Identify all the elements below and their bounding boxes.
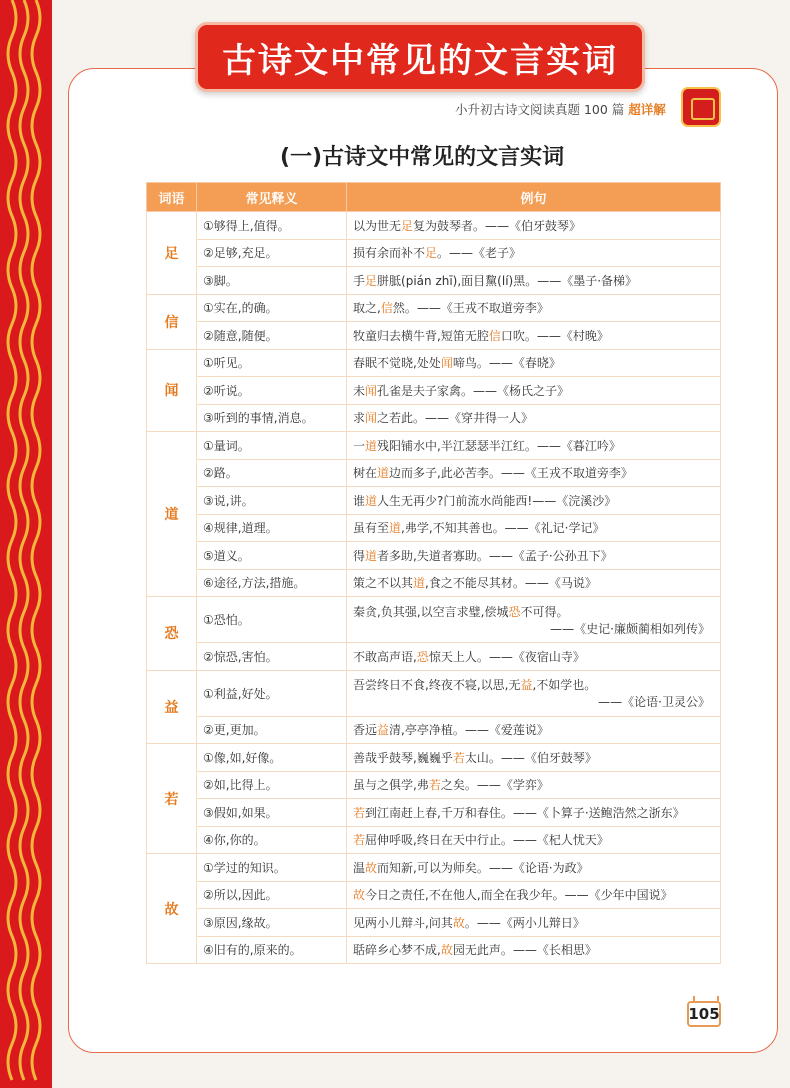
highlighted-word: 若 bbox=[353, 805, 366, 820]
highlighted-word: 闻 bbox=[440, 356, 453, 371]
example-text: 口吹。——《村晚》 bbox=[500, 328, 609, 343]
example-sentence bbox=[353, 914, 714, 931]
highlighted-word: 闻 bbox=[365, 411, 378, 426]
table-row bbox=[147, 799, 721, 827]
example-sentence bbox=[353, 648, 714, 665]
highlighted-word: 足 bbox=[365, 273, 378, 288]
example-sentence bbox=[353, 299, 714, 316]
meaning-cell: ①听见。 bbox=[197, 349, 347, 377]
highlighted-word: 信 bbox=[380, 301, 393, 316]
table-header-row bbox=[147, 183, 721, 212]
example-text: 胼胝(pián zhī),面目黧(lí)黑。——《墨子·备梯》 bbox=[377, 273, 638, 288]
header-example: 例句 bbox=[347, 183, 721, 212]
page-title: 古诗文中常见的文言实词 bbox=[222, 40, 618, 81]
example-cell bbox=[347, 716, 721, 744]
example-text: 谁 bbox=[353, 493, 366, 508]
table-row bbox=[147, 459, 721, 487]
table-row bbox=[147, 744, 721, 772]
running-header bbox=[455, 100, 666, 118]
example-text: 善哉乎鼓琴,巍巍乎 bbox=[353, 750, 453, 765]
highlighted-word: 恐 bbox=[416, 649, 429, 664]
example-cell bbox=[347, 569, 721, 597]
highlighted-word: 若 bbox=[452, 750, 465, 765]
example-cell bbox=[347, 322, 721, 350]
example-cell bbox=[347, 909, 721, 937]
example-sentence bbox=[353, 382, 714, 399]
example-sentence bbox=[353, 941, 714, 958]
highlighted-word: 道 bbox=[413, 576, 426, 591]
meaning-cell: ①恐怕。 bbox=[197, 597, 347, 643]
example-cell bbox=[347, 487, 721, 515]
example-text: 不可得。 bbox=[520, 604, 569, 619]
meaning-cell: ⑤道义。 bbox=[197, 542, 347, 570]
example-text: 吾尝终日不食,终夜不寝,以思,无 bbox=[353, 678, 521, 692]
table-row bbox=[147, 239, 721, 267]
meaning-cell: ②更,更加。 bbox=[197, 716, 347, 744]
example-text: 损有余而补不 bbox=[353, 246, 426, 261]
example-sentence bbox=[353, 676, 714, 693]
example-sentence bbox=[353, 354, 714, 371]
example-text: 惊天上人。——《夜宿山寺》 bbox=[428, 649, 585, 664]
example-text: 策之不以其 bbox=[353, 576, 414, 591]
example-cell bbox=[347, 267, 721, 295]
example-text: 。——《两小儿辩日》 bbox=[464, 915, 585, 930]
meaning-cell: ④规律,道理。 bbox=[197, 514, 347, 542]
example-text: 牧童归去横牛背,短笛无腔 bbox=[353, 328, 489, 343]
example-text: 清,亭亭净植。——《爱莲说》 bbox=[389, 723, 549, 738]
example-text: 一 bbox=[353, 438, 366, 453]
table-row bbox=[147, 349, 721, 377]
highlighted-word: 道 bbox=[377, 466, 390, 481]
highlighted-word: 若 bbox=[353, 833, 366, 848]
example-cell bbox=[347, 936, 721, 964]
table-row bbox=[147, 487, 721, 515]
example-sentence bbox=[353, 547, 714, 564]
example-cell bbox=[347, 799, 721, 827]
table-row bbox=[147, 881, 721, 909]
example-text: 而知新,可以为师矣。——《论语·为政》 bbox=[377, 860, 589, 875]
page-number: 105 bbox=[687, 1001, 721, 1027]
example-sentence bbox=[353, 437, 714, 454]
example-cell bbox=[347, 294, 721, 322]
example-text: 手 bbox=[353, 273, 366, 288]
highlighted-word: 道 bbox=[389, 521, 402, 536]
meaning-cell: ②路。 bbox=[197, 459, 347, 487]
example-sentence bbox=[353, 721, 714, 738]
example-source: ——《论语·卫灵公》 bbox=[598, 695, 710, 709]
example-sentence bbox=[353, 603, 714, 620]
example-text: 虽有至 bbox=[353, 521, 390, 536]
example-sentence bbox=[353, 886, 714, 903]
meaning-cell: ②所以,因此。 bbox=[197, 881, 347, 909]
example-cell bbox=[347, 514, 721, 542]
example-text: 啼鸟。——《春晓》 bbox=[452, 356, 561, 371]
meaning-cell: ③原因,缘故。 bbox=[197, 909, 347, 937]
example-text: 屈伸呼吸,终日在天中行止。——《杞人忧天》 bbox=[365, 833, 609, 848]
example-text: 太山。——《伯牙鼓琴》 bbox=[464, 750, 597, 765]
example-cell bbox=[347, 404, 721, 432]
example-text: 边而多子,此必苦李。——《王戎不取道旁李》 bbox=[389, 466, 633, 481]
example-cell bbox=[347, 771, 721, 799]
table-row bbox=[147, 936, 721, 964]
highlighted-word: 足 bbox=[425, 246, 438, 261]
example-sentence bbox=[353, 574, 714, 591]
table-row bbox=[147, 432, 721, 460]
example-text: 聒碎乡心梦不成, bbox=[353, 943, 441, 958]
header-meaning: 常见释义 bbox=[197, 183, 347, 212]
table-row bbox=[147, 771, 721, 799]
table-row bbox=[147, 377, 721, 405]
table-row bbox=[147, 643, 721, 671]
highlighted-word: 故 bbox=[440, 943, 453, 958]
highlighted-word: 恐 bbox=[508, 604, 521, 619]
example-text: 人生无再少?门前流水尚能西!——《浣溪沙》 bbox=[377, 493, 617, 508]
table-row bbox=[147, 294, 721, 322]
example-cell bbox=[347, 349, 721, 377]
example-text: 者多助,失道者寡助。——《孟子·公孙丑下》 bbox=[377, 548, 613, 563]
highlighted-word: 闻 bbox=[365, 383, 378, 398]
example-sentence bbox=[353, 272, 714, 289]
word-cell: 若 bbox=[147, 744, 197, 854]
highlighted-word: 益 bbox=[520, 678, 533, 692]
table-row bbox=[147, 826, 721, 854]
example-text: 复为鼓琴者。——《伯牙鼓琴》 bbox=[413, 218, 582, 233]
highlighted-word: 道 bbox=[365, 438, 378, 453]
table-body bbox=[147, 212, 721, 964]
example-sentence bbox=[353, 776, 714, 793]
meaning-cell: ①实在,的确。 bbox=[197, 294, 347, 322]
example-text: 今日之责任,不在他人,而全在我少年。——《少年中国说》 bbox=[365, 888, 673, 903]
example-text: 未 bbox=[353, 383, 366, 398]
example-cell bbox=[347, 377, 721, 405]
table-row bbox=[147, 404, 721, 432]
table-row bbox=[147, 267, 721, 295]
example-text: 孔雀是夫子家禽。——《杨氏之子》 bbox=[377, 383, 570, 398]
highlighted-word: 道 bbox=[365, 548, 378, 563]
meaning-cell: ②随意,随便。 bbox=[197, 322, 347, 350]
example-sentence bbox=[353, 749, 714, 766]
vocabulary-table bbox=[146, 182, 721, 964]
example-text: 以为世无 bbox=[353, 218, 402, 233]
example-sentence bbox=[353, 464, 714, 481]
highlighted-word: 若 bbox=[428, 778, 441, 793]
meaning-cell: ②听说。 bbox=[197, 377, 347, 405]
example-sentence bbox=[353, 492, 714, 509]
table-row bbox=[147, 670, 721, 716]
example-cell bbox=[347, 459, 721, 487]
table-row bbox=[147, 716, 721, 744]
word-cell: 恐 bbox=[147, 597, 197, 671]
meaning-cell: ③脚。 bbox=[197, 267, 347, 295]
table-row bbox=[147, 909, 721, 937]
example-text: 。——《老子》 bbox=[437, 246, 522, 261]
meaning-cell: ③假如,如果。 bbox=[197, 799, 347, 827]
example-sentence bbox=[353, 244, 714, 261]
section-title: (一)古诗文中常见的文言实词 bbox=[280, 145, 565, 170]
meaning-cell: ②惊恐,害怕。 bbox=[197, 643, 347, 671]
example-cell bbox=[347, 643, 721, 671]
meaning-cell: ②如,比得上。 bbox=[197, 771, 347, 799]
meaning-cell: ①量词。 bbox=[197, 432, 347, 460]
example-text: 不敢高声语, bbox=[353, 649, 417, 664]
example-text: 树在 bbox=[353, 466, 378, 481]
example-text: 见两小儿辩斗,问其 bbox=[353, 915, 453, 930]
word-cell: 闻 bbox=[147, 349, 197, 432]
meaning-cell: ④旧有的,原来的。 bbox=[197, 936, 347, 964]
example-cell bbox=[347, 212, 721, 240]
example-text: 然。——《王戎不取道旁李》 bbox=[392, 301, 549, 316]
example-text: 之矣。——《学弈》 bbox=[440, 778, 549, 793]
example-sentence bbox=[353, 859, 714, 876]
word-cell: 故 bbox=[147, 854, 197, 964]
example-text: 秦贪,负其强,以空言求璧,偿城 bbox=[353, 604, 509, 619]
example-text: 残阳铺水中,半江瑟瑟半江红。——《暮江吟》 bbox=[377, 438, 621, 453]
highlighted-word: 益 bbox=[377, 723, 390, 738]
book-accent: 超详解 bbox=[628, 102, 666, 117]
header-word: 词语 bbox=[147, 183, 197, 212]
example-cell bbox=[347, 881, 721, 909]
highlighted-word: 故 bbox=[365, 860, 378, 875]
example-text: 园无此声。——《长相思》 bbox=[452, 943, 597, 958]
example-text: 香远 bbox=[353, 723, 378, 738]
word-cell: 足 bbox=[147, 212, 197, 295]
meaning-cell: ①学过的知识。 bbox=[197, 854, 347, 882]
meaning-cell: ②足够,充足。 bbox=[197, 239, 347, 267]
table-row bbox=[147, 322, 721, 350]
book-logo-icon bbox=[681, 87, 721, 127]
highlighted-word: 故 bbox=[452, 915, 465, 930]
table-row bbox=[147, 514, 721, 542]
example-cell bbox=[347, 239, 721, 267]
table-row bbox=[147, 569, 721, 597]
highlighted-word: 故 bbox=[353, 888, 366, 903]
word-cell: 益 bbox=[147, 670, 197, 744]
example-sentence bbox=[353, 409, 714, 426]
example-text: 得 bbox=[353, 548, 366, 563]
example-cell bbox=[347, 542, 721, 570]
example-sentence bbox=[353, 804, 714, 821]
example-text: 取之, bbox=[353, 301, 381, 316]
example-text: 春眠不觉晓,处处 bbox=[353, 356, 441, 371]
example-sentence bbox=[353, 831, 714, 848]
example-cell bbox=[347, 670, 721, 716]
example-sentence bbox=[353, 217, 714, 234]
meaning-cell: ③听到的事情,消息。 bbox=[197, 404, 347, 432]
example-cell bbox=[347, 854, 721, 882]
example-text: ,不如学也。 bbox=[532, 678, 597, 692]
meaning-cell: ④你,你的。 bbox=[197, 826, 347, 854]
left-decorative-band bbox=[0, 0, 52, 1088]
table-row bbox=[147, 542, 721, 570]
example-cell bbox=[347, 826, 721, 854]
table-row bbox=[147, 212, 721, 240]
meaning-cell: ①像,如,好像。 bbox=[197, 744, 347, 772]
highlighted-word: 道 bbox=[365, 493, 378, 508]
table-row bbox=[147, 854, 721, 882]
word-cell: 道 bbox=[147, 432, 197, 597]
example-cell bbox=[347, 744, 721, 772]
meaning-cell: ①利益,好处。 bbox=[197, 670, 347, 716]
meaning-cell: ①够得上,值得。 bbox=[197, 212, 347, 240]
example-text: 求 bbox=[353, 411, 366, 426]
meaning-cell: ③说,讲。 bbox=[197, 487, 347, 515]
example-text: 到江南赶上春,千万和春住。——《卜算子·送鲍浩然之浙东》 bbox=[365, 805, 685, 820]
word-cell: 信 bbox=[147, 294, 197, 349]
example-cell bbox=[347, 432, 721, 460]
table-row bbox=[147, 597, 721, 643]
example-text: 之若此。——《穿井得一人》 bbox=[377, 411, 534, 426]
highlighted-word: 足 bbox=[401, 218, 414, 233]
example-sentence bbox=[353, 327, 714, 344]
meaning-cell: ⑥途径,方法,措施。 bbox=[197, 569, 347, 597]
example-text: ,食之不能尽其材。——《马说》 bbox=[425, 576, 597, 591]
example-text: 温 bbox=[353, 860, 366, 875]
example-text: ,弗学,不知其善也。——《礼记·学记》 bbox=[401, 521, 605, 536]
example-sentence bbox=[353, 519, 714, 536]
highlighted-word: 信 bbox=[488, 328, 501, 343]
example-source: ——《史记·廉颇蔺相如列传》 bbox=[550, 621, 710, 636]
example-text: 虽与之俱学,弗 bbox=[353, 778, 429, 793]
book-title: 小升初古诗文阅读真题 100 篇 bbox=[455, 102, 625, 117]
title-banner bbox=[195, 22, 645, 92]
example-cell bbox=[347, 597, 721, 643]
